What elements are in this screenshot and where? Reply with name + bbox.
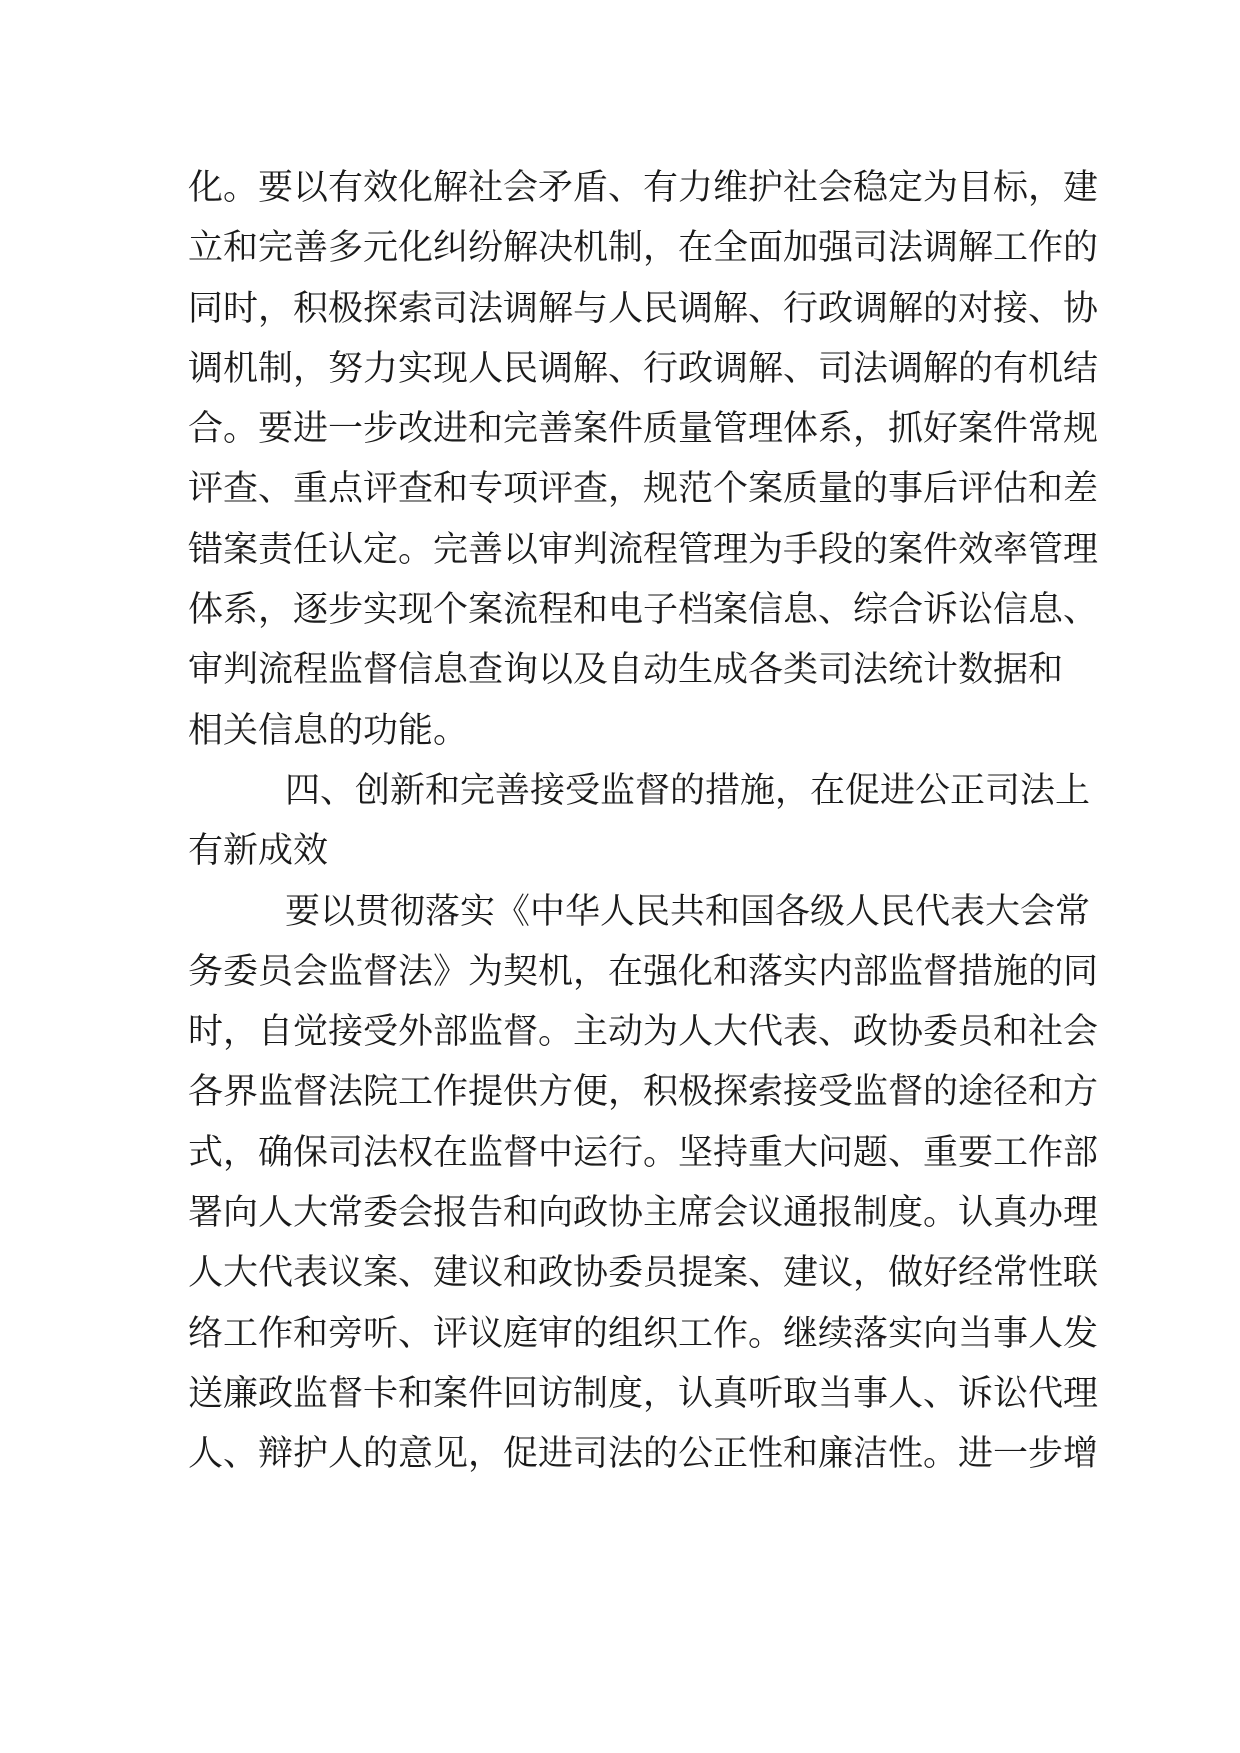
text-line: 务委员会监督法》为契机，在强化和落实内部监督措施的同 <box>188 951 1099 992</box>
text-line: 相关信息的功能。 <box>188 710 469 751</box>
text-line: 评查、重点评查和专项评查，规范个案质量的事后评估和差 <box>188 469 1099 510</box>
text-line: 错案责任认定。完善以审判流程管理为手段的案件效率管理 <box>188 529 1099 570</box>
text-line: 各界监督法院工作提供方便，积极探索接受监督的途径和方 <box>188 1072 1099 1113</box>
text-line: 人大代表议案、建议和政协委员提案、建议，做好经常性联 <box>188 1253 1099 1294</box>
text-line: 同时，积极探索司法调解与人民调解、行政调解的对接、协 <box>188 288 1099 329</box>
text-line: 络工作和旁听、评议庭审的组织工作。继续落实向当事人发 <box>188 1313 1099 1354</box>
document-body <box>188 158 1099 1485</box>
text-line: 调机制，努力实现人民调解、行政调解、司法调解的有机结 <box>188 348 1099 389</box>
text-line: 人、辩护人的意见，促进司法的公正性和廉洁性。进一步增 <box>188 1434 1099 1475</box>
text-line: 四、创新和完善接受监督的措施，在促进公正司法上 <box>285 770 1091 811</box>
text-line: 式，确保司法权在监督中运行。坚持重大问题、重要工作部 <box>188 1132 1099 1173</box>
text-line: 送廉政监督卡和案件回访制度，认真听取当事人、诉讼代理 <box>188 1373 1099 1414</box>
text-line: 化。要以有效化解社会矛盾、有力维护社会稳定为目标，建 <box>188 168 1099 208</box>
text-line: 体系，逐步实现个案流程和电子档案信息、综合诉讼信息、 <box>188 590 1099 631</box>
text-line: 要以贯彻落实《中华人民共和国各级人民代表大会常 <box>285 891 1091 932</box>
text-line: 立和完善多元化纠纷解决机制，在全面加强司法调解工作的 <box>188 228 1099 269</box>
text-line: 合。要进一步改进和完善案件质量管理体系，抓好案件常规 <box>188 409 1099 450</box>
text-line: 署向人大常委会报告和向政协主席会议通报制度。认真办理 <box>188 1193 1099 1234</box>
text-line: 有新成效 <box>188 831 329 872</box>
text-line: 审判流程监督信息查询以及自动生成各类司法统计数据和 <box>188 650 1064 691</box>
text-line: 时，自觉接受外部监督。主动为人大代表、政协委员和社会 <box>188 1012 1099 1053</box>
